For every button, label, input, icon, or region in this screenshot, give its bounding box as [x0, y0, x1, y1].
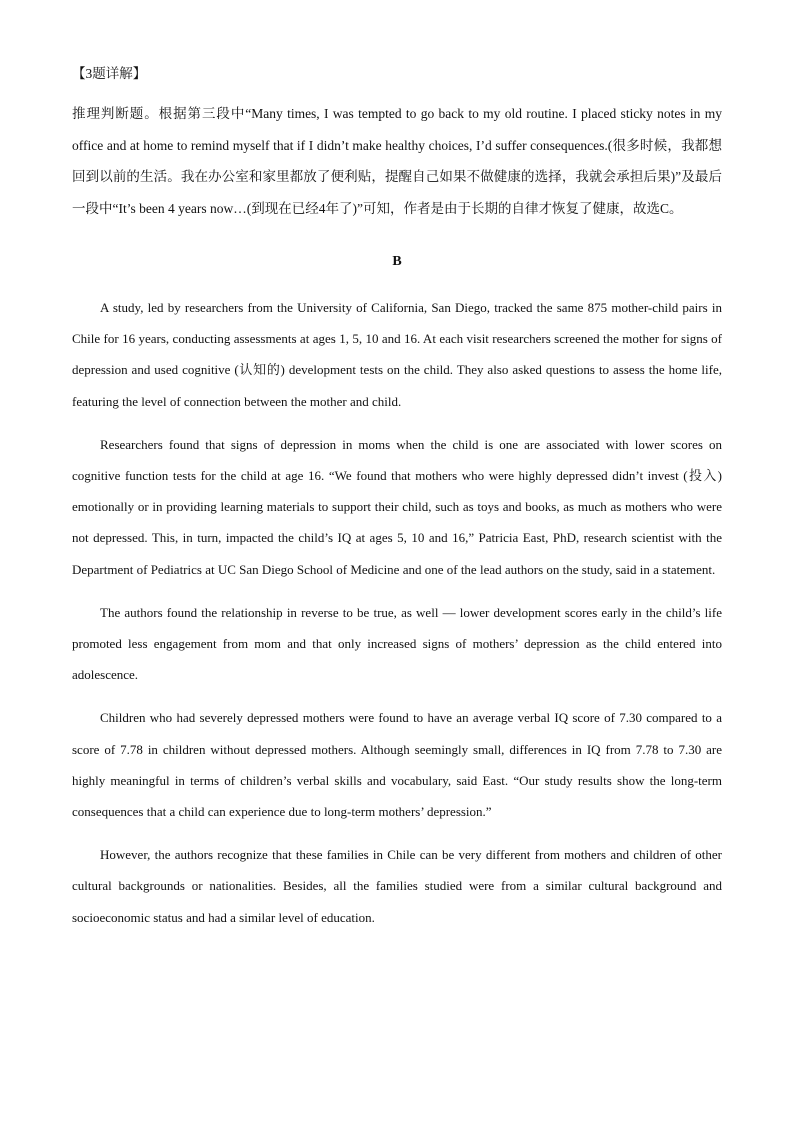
passage-paragraph-3: The authors found the relationship in reverse to be true, as well — lower development scores early in the child’s life promoted less engagement from mom and that only increased signs of mothers’ depression as the child entered into adolescence. — [72, 604, 722, 683]
passage-paragraph-2: Researchers found that signs of depression in moms when the child is one are associated with lower scores on cognitive function tests for the child at age 16. “We found that mothers who were highly depressed didn’t invest (投入) emotionally or in providing learning materials to support their child, such as toys and books, as much as mothers who were not depressed. This, in turn, impacted the child’s IQ at ages 5, 10 and 16,” Patricia East, PhD, research scientist with the Department of Pediatrics at UC San Diego School of Medicine and one of the lead authors on the study, said in a statement. — [72, 436, 722, 577]
passage-paragraph-1: A study, led by researchers from the University of California, San Diego, tracked the same 875 mother-child pairs in Chile for 16 years, conducting assessments at ages 1, 5, 10 and 16. At each visit researchers screened the mother for signs of depression and used cognitive (认知的) development tests on the child. They also asked questions to assess the home life, featuring the level of connection between the mother and child. — [72, 300, 722, 409]
question-heading: 【3题详解】 — [72, 66, 147, 81]
answer-explanation: 推理判断题。根据第三段中“Many times, I was tempted to go back to my old routine. I placed sticky notes in my office and at home to remind myself that if I didn’t make healthy choices, I’d suffer consequences.(很多时候，我都想回到以前的生活。我在办公室和家里都放了便利贴，提醒自己如果不做健康的选择，我就会承担后果)”及最后一段中“It’s been 4 years now…(到现在已经4年了)”可知，作者是由于长期的自律才恢复了健康，故选C。 — [72, 106, 722, 216]
passage-paragraph-5: However, the authors recognize that these families in Chile can be very different from mothers and children of other cultural backgrounds or nationalities. Besides, all the families studied were from a similar cultural background and socioeconomic status and had a similar level of education. — [72, 847, 722, 925]
section-title: B — [392, 254, 402, 269]
passage-paragraph-4: Children who had severely depressed mothers were found to have an average verbal IQ score of 7.30 compared to a score of 7.78 in children without depressed mothers. Although seemingly small, differences in IQ from 7.78 to 7.30 are highly meaningful in terms of children’s verbal skills and vocabulary, said East. “Our study results show the long-term consequences that a child can experience due to long-term mothers’ depression.” — [72, 710, 722, 820]
document-page — [72, 62, 722, 945]
